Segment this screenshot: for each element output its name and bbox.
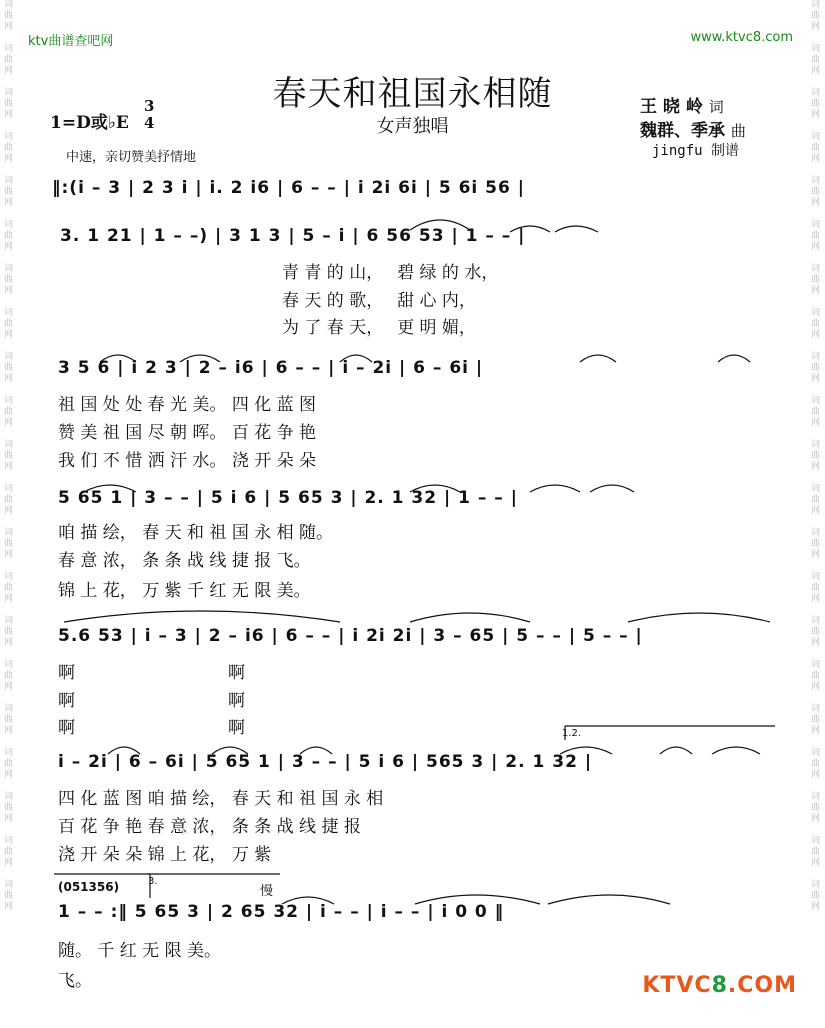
score-row-2-lyric-1: 青 青 的 山， 碧 绿 的 水， <box>282 263 499 283</box>
watermark-char: 曲 <box>4 759 14 769</box>
watermark-char: 网 <box>4 110 14 120</box>
tie-arc <box>718 355 750 362</box>
watermark-char: 曲 <box>811 99 821 109</box>
watermark-char: 网 <box>811 550 821 560</box>
tie-arc <box>100 355 136 362</box>
tie-arc <box>580 355 616 362</box>
time-top: 3 <box>144 97 155 115</box>
watermark-char: 网 <box>811 242 821 252</box>
watermark-char: 曲 <box>811 275 821 285</box>
watermark-char: 网 <box>811 198 821 208</box>
score-row-7-lyric-2: 飞。 <box>58 971 92 991</box>
watermark-char: 网 <box>811 902 821 912</box>
watermark-char: 曲 <box>811 11 821 21</box>
watermark-char: 曲 <box>4 627 14 637</box>
watermark-char: 网 <box>4 770 14 780</box>
watermark-char: 曲 <box>811 671 821 681</box>
volta-bracket-3: 3. <box>148 876 158 887</box>
watermark-char: 词 <box>811 132 821 142</box>
watermark-char: 网 <box>811 286 821 296</box>
tie-arc <box>560 747 612 754</box>
lyricist-tag: 词 <box>708 98 724 116</box>
watermark-char: 曲 <box>811 583 821 593</box>
watermark-char: 词 <box>811 704 821 714</box>
watermark-char: 词 <box>811 880 821 890</box>
score-row-5-lyric-2: 啊 啊 <box>58 691 245 711</box>
score-row-6-lyric-2: 百 花 争 艳 春 意 浓， 条 条 战 线 捷 报 <box>58 817 361 837</box>
watermark-char: 网 <box>4 418 14 428</box>
bracket-phrase-note: (051356) <box>58 880 120 894</box>
watermark-char: 网 <box>4 198 14 208</box>
score-row-6-lyric-3: 浇 开 朵 朵 锦 上 花， 万 紫 <box>58 845 272 865</box>
watermark-char: 曲 <box>4 231 14 241</box>
watermark-char: 曲 <box>811 847 821 857</box>
watermark-char: 曲 <box>811 143 821 153</box>
score-row-2-lyric-3: 为 了 春 天， 更 明 媚， <box>282 318 476 338</box>
watermark-char: 网 <box>811 682 821 692</box>
score-row-3-lyric-2: 赞 美 祖 国 尽 朝 晖。 百 花 争 艳 <box>58 423 317 443</box>
watermark-char: 词 <box>4 792 14 802</box>
tie-arc <box>212 747 248 754</box>
tie-arc <box>64 611 340 622</box>
tie-arc <box>282 897 334 904</box>
watermark-char: 网 <box>4 374 14 384</box>
composer-name: 魏群、季承 <box>640 121 725 141</box>
watermark-char: 词 <box>811 660 821 670</box>
tie-arc <box>628 613 770 622</box>
lyricist-name: 王 晓 岭 <box>640 97 703 117</box>
score-row-5-lyric-1: 啊 啊 <box>58 663 245 683</box>
watermark-char: 词 <box>4 528 14 538</box>
score-row-6-notes: i – 2i | 6 – 6i | 5 65 1 | 3 – – | 5 i 6 | 565 3 | 2. 1 32 | <box>58 752 593 772</box>
watermark-char: 网 <box>811 374 821 384</box>
watermark-char: 网 <box>4 550 14 560</box>
time-bottom: 4 <box>144 114 155 132</box>
logo-text-b: 8 <box>711 973 728 998</box>
watermark-char: 曲 <box>811 627 821 637</box>
watermark-char: 网 <box>811 814 821 824</box>
tie-arc <box>108 747 140 754</box>
score-row-7-lyric-1: 随。 千 红 无 限 美。 <box>58 941 222 961</box>
watermark-char: 词 <box>4 132 14 142</box>
logo-text-c: .COM <box>727 973 797 998</box>
watermark-char: 网 <box>4 814 14 824</box>
watermark-char: 词 <box>4 220 14 230</box>
watermark-char: 曲 <box>4 495 14 505</box>
tie-arc <box>410 613 530 622</box>
watermark-char: 词 <box>4 440 14 450</box>
watermark-char: 曲 <box>4 583 14 593</box>
tie-arc <box>510 226 550 232</box>
watermark-char: 词 <box>811 308 821 318</box>
watermark-char: 曲 <box>4 671 14 681</box>
score-row-3-notes: 3 5 6 | i 2 3 | 2 – i6 | 6 – – | i – 2i | 6 – 6i | <box>58 358 484 378</box>
watermark-char: 曲 <box>811 363 821 373</box>
tie-arc <box>410 220 470 230</box>
watermark-char: 网 <box>811 726 821 736</box>
watermark-char: 词 <box>811 572 821 582</box>
tie-arc <box>340 355 372 362</box>
watermark-char: 网 <box>4 22 14 32</box>
watermark-char: 曲 <box>4 319 14 329</box>
watermark-char: 网 <box>4 242 14 252</box>
watermark-char: 词 <box>4 484 14 494</box>
watermark-char: 曲 <box>811 451 821 461</box>
watermark-char: 网 <box>811 638 821 648</box>
watermark-char: 词 <box>811 396 821 406</box>
watermark-char: 网 <box>811 462 821 472</box>
watermark-char: 网 <box>811 858 821 868</box>
watermark-char: 词 <box>4 44 14 54</box>
score-row-5-lyric-3: 啊 啊 <box>58 718 245 738</box>
tie-arc <box>555 226 598 232</box>
watermark-char: 词 <box>4 88 14 98</box>
watermark-char: 曲 <box>4 11 14 21</box>
watermark-char: 曲 <box>4 99 14 109</box>
watermark-char: 词 <box>4 308 14 318</box>
tie-arc <box>180 355 220 362</box>
watermark-char: 词 <box>4 880 14 890</box>
watermark-char: 曲 <box>811 407 821 417</box>
watermark-char: 曲 <box>4 55 14 65</box>
watermark-char: 词 <box>811 44 821 54</box>
watermark-char: 词 <box>4 0 14 10</box>
score-row-2-notes: 3. 1 21 | 1 – –) | 3 1 3 | 5 – i | 6 56 53 | 1 – – | <box>60 226 526 246</box>
watermark-char: 曲 <box>811 803 821 813</box>
watermark-char: 网 <box>4 66 14 76</box>
watermark-char: 曲 <box>811 55 821 65</box>
watermark-char: 网 <box>4 154 14 164</box>
watermark-char: 曲 <box>4 715 14 725</box>
watermark-char: 词 <box>4 660 14 670</box>
composer-tag: 曲 <box>730 122 746 140</box>
tie-arc <box>660 747 692 754</box>
watermark-char: 网 <box>4 330 14 340</box>
watermark-char: 网 <box>4 726 14 736</box>
watermark-char: 曲 <box>4 143 14 153</box>
watermark-char: 词 <box>811 220 821 230</box>
watermark-char: 词 <box>4 264 14 274</box>
tie-arc <box>300 747 332 754</box>
watermark-char: 网 <box>811 770 821 780</box>
score-row-4-lyric-2: 春 意 浓， 条 条 战 线 捷 报 飞。 <box>58 551 311 571</box>
score-row-4-lyric-1: 咱 描 绘， 春 天 和 祖 国 永 相 随。 <box>58 523 334 543</box>
watermark-char: 词 <box>811 176 821 186</box>
watermark-char: 网 <box>811 594 821 604</box>
watermark-char: 网 <box>4 858 14 868</box>
watermark-char: 词 <box>4 572 14 582</box>
watermark-char: 曲 <box>4 803 14 813</box>
watermark-char: 曲 <box>811 715 821 725</box>
score-row-4-lyric-3: 锦 上 花， 万 紫 千 红 无 限 美。 <box>58 581 311 601</box>
watermark-char: 曲 <box>811 319 821 329</box>
score-row-3-lyric-1: 祖 国 处 处 春 光 美。 四 化 蓝 图 <box>58 395 317 415</box>
logo-text-a: KTVC <box>642 973 712 998</box>
watermark-char: 曲 <box>811 231 821 241</box>
watermark-char: 词 <box>811 792 821 802</box>
tie-arc <box>590 485 634 492</box>
watermark-char: 网 <box>811 418 821 428</box>
watermark-char: 词 <box>811 352 821 362</box>
watermark-char: 词 <box>4 748 14 758</box>
watermark-char: 网 <box>4 902 14 912</box>
watermark-char: 曲 <box>4 275 14 285</box>
watermark-char: 网 <box>4 286 14 296</box>
watermark-char: 词 <box>4 836 14 846</box>
watermark-char: 词 <box>4 704 14 714</box>
watermark-char: 词 <box>811 264 821 274</box>
site-name-left[interactable]: ktv曲谱查吧网 <box>28 34 114 49</box>
ktvc8-logo[interactable] <box>642 973 797 998</box>
watermark-char: 词 <box>4 352 14 362</box>
watermark-char: 网 <box>811 330 821 340</box>
tie-arc <box>712 747 760 754</box>
watermark-char: 词 <box>811 616 821 626</box>
watermark-char: 曲 <box>4 451 14 461</box>
watermark-char: 网 <box>4 462 14 472</box>
watermark-char: 曲 <box>4 847 14 857</box>
tie-arc <box>530 485 580 492</box>
watermark-char: 词 <box>811 748 821 758</box>
watermark-char: 网 <box>811 506 821 516</box>
song-subtitle: 女声独唱 <box>376 116 449 137</box>
tie-arc <box>84 485 136 492</box>
tie-arc <box>410 485 460 492</box>
watermark-char: 词 <box>811 440 821 450</box>
watermark-char: 曲 <box>4 539 14 549</box>
watermark-char: 词 <box>811 88 821 98</box>
score-row-3-lyric-3: 我 们 不 惜 洒 汗 水。 浇 开 朵 朵 <box>58 451 317 471</box>
slow-tempo-mark: 慢 <box>260 884 274 899</box>
score-row-2-lyric-2: 春 天 的 歌， 甜 心 内， <box>282 291 476 311</box>
key-signature: 1=D或♭E <box>50 113 129 133</box>
score-row-1-notes: ‖:(i – 3 | 2 3 i | i. 2 i6 | 6 – – | i 2i 6i | 5 6i 56 | <box>52 178 525 198</box>
watermark-char: 曲 <box>4 363 14 373</box>
watermark-char: 曲 <box>811 891 821 901</box>
watermark-char: 网 <box>4 682 14 692</box>
watermark-char: 词 <box>811 528 821 538</box>
watermark-char: 曲 <box>811 539 821 549</box>
watermark-char: 词 <box>4 396 14 406</box>
score-row-5-notes: 5.6 53 | i – 3 | 2 – i6 | 6 – – | i 2i 2i | 3 – 65 | 5 – – | 5 – – | <box>58 626 643 646</box>
score-row-6-lyric-1: 四 化 蓝 图 咱 描 绘， 春 天 和 祖 国 永 相 <box>58 789 384 809</box>
watermark-char: 网 <box>811 110 821 120</box>
volta-bracket-1-2: 1.2. <box>562 728 582 739</box>
watermark-char: 曲 <box>811 187 821 197</box>
watermark-char: 曲 <box>4 891 14 901</box>
watermark-char: 词 <box>811 836 821 846</box>
watermark-char: 网 <box>4 506 14 516</box>
watermark-char: 网 <box>4 638 14 648</box>
watermark-char: 曲 <box>4 187 14 197</box>
score-row-4-notes: 5 65 1 | 3 – – | 5 i 6 | 5 65 3 | 2. 1 32 | 1 – – | <box>58 488 518 508</box>
tie-arc <box>548 895 670 904</box>
tie-arc <box>415 895 540 904</box>
watermark-char: 网 <box>811 154 821 164</box>
score-row-7-notes: 1 – – :‖ 5 65 3 | 2 65 32 | i – – | i – – | i 0 0 ‖ <box>58 902 505 922</box>
watermark-char: 网 <box>811 22 821 32</box>
watermark-char: 词 <box>811 484 821 494</box>
watermark-char: 词 <box>4 616 14 626</box>
watermark-char: 网 <box>4 594 14 604</box>
watermark-char: 词 <box>811 0 821 10</box>
watermark-char: 网 <box>811 66 821 76</box>
tempo-marking: 中速，亲切赞美抒情地 <box>66 150 197 165</box>
volta-line <box>54 874 150 898</box>
watermark-char: 曲 <box>811 495 821 505</box>
watermark-char: 词 <box>4 176 14 186</box>
watermark-char: 曲 <box>811 759 821 769</box>
arranger-credit: jingfu 制谱 <box>652 143 740 159</box>
site-url-right[interactable]: www.ktvc8.com <box>690 30 793 45</box>
song-title: 春天和祖国永相随 <box>272 74 553 114</box>
watermark-char: 曲 <box>4 407 14 417</box>
